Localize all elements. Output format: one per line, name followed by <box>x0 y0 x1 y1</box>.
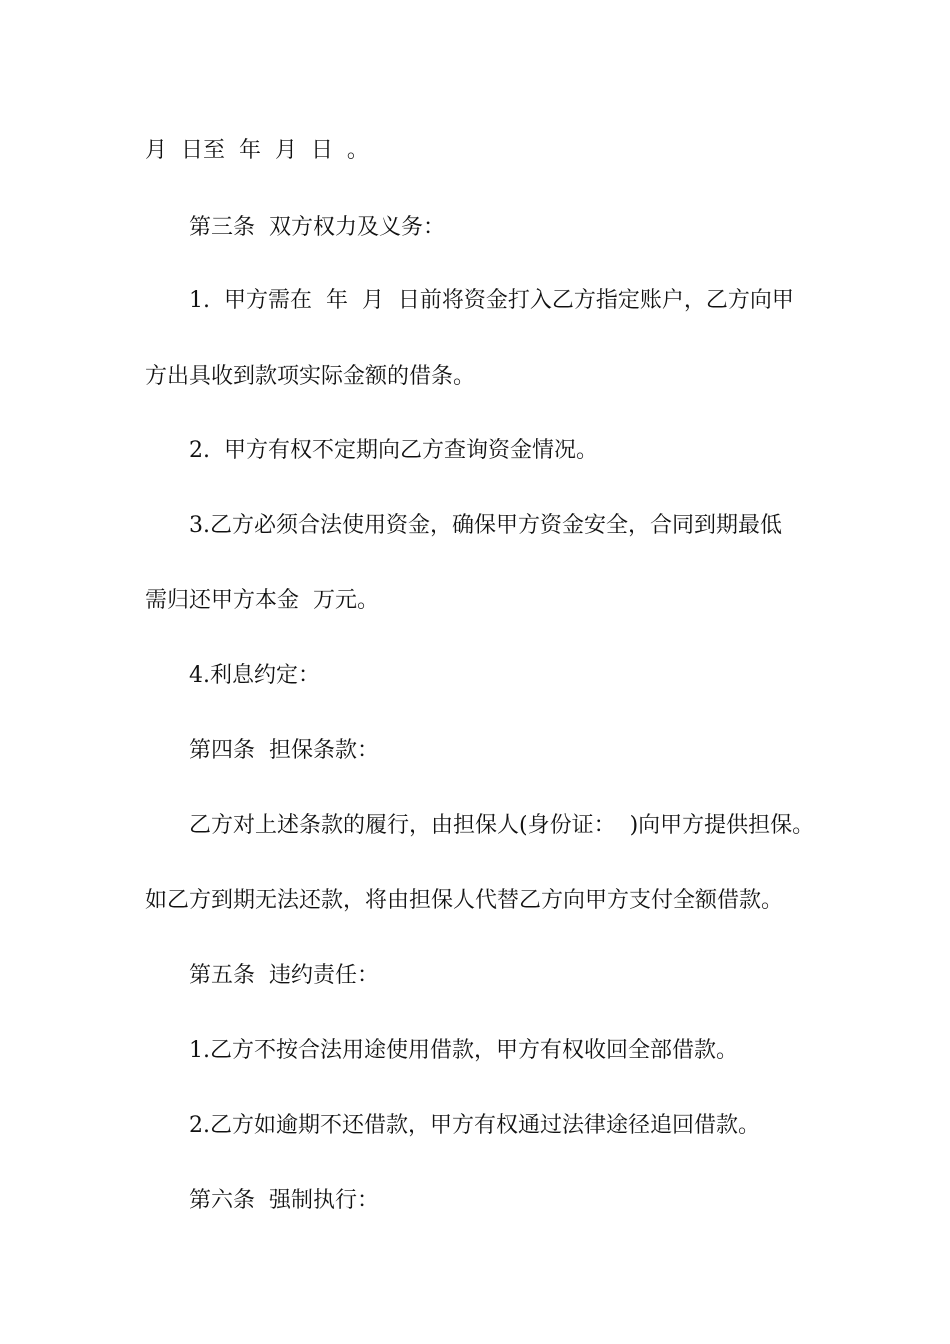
article-5-clause-2: 2.乙方如逾期不还借款，甲方有权通过法律途径追回借款。 <box>189 1113 760 1138</box>
article-3-clause-2: 2. 甲方有权不定期向乙方查询资金情况。 <box>189 438 598 463</box>
article-3-heading: 第三条 双方权力及义务： <box>189 215 445 240</box>
article-5-clause-1: 1.乙方不按合法用途使用借款，甲方有权收回全部借款。 <box>189 1038 738 1063</box>
article-3-clause-1-continued: 方出具收到款项实际金额的借条。 <box>145 364 476 389</box>
article-3-clause-1: 1. 甲方需在 年 月 日前将资金打入乙方指定账户，乙方向甲 <box>189 288 794 313</box>
text-line-date-range: 月 日至 年 月 日 。 <box>145 138 369 163</box>
article-6-heading: 第六条 强制执行： <box>189 1188 379 1213</box>
article-3-clause-3: 3.乙方必须合法使用资金，确保甲方资金安全，合同到期最低 <box>189 513 782 538</box>
article-4-text-continued: 如乙方到期无法还款，将由担保人代替乙方向甲方支付全额借款。 <box>145 888 784 913</box>
article-3-clause-3-continued: 需归还甲方本金 万元。 <box>145 588 379 613</box>
article-3-clause-4: 4.利息约定： <box>189 663 320 688</box>
article-4-text: 乙方对上述条款的履行，由担保人(身份证： )向甲方提供担保。 <box>189 813 815 838</box>
article-4-heading: 第四条 担保条款： <box>189 738 379 763</box>
article-5-heading: 第五条 违约责任： <box>189 963 379 988</box>
